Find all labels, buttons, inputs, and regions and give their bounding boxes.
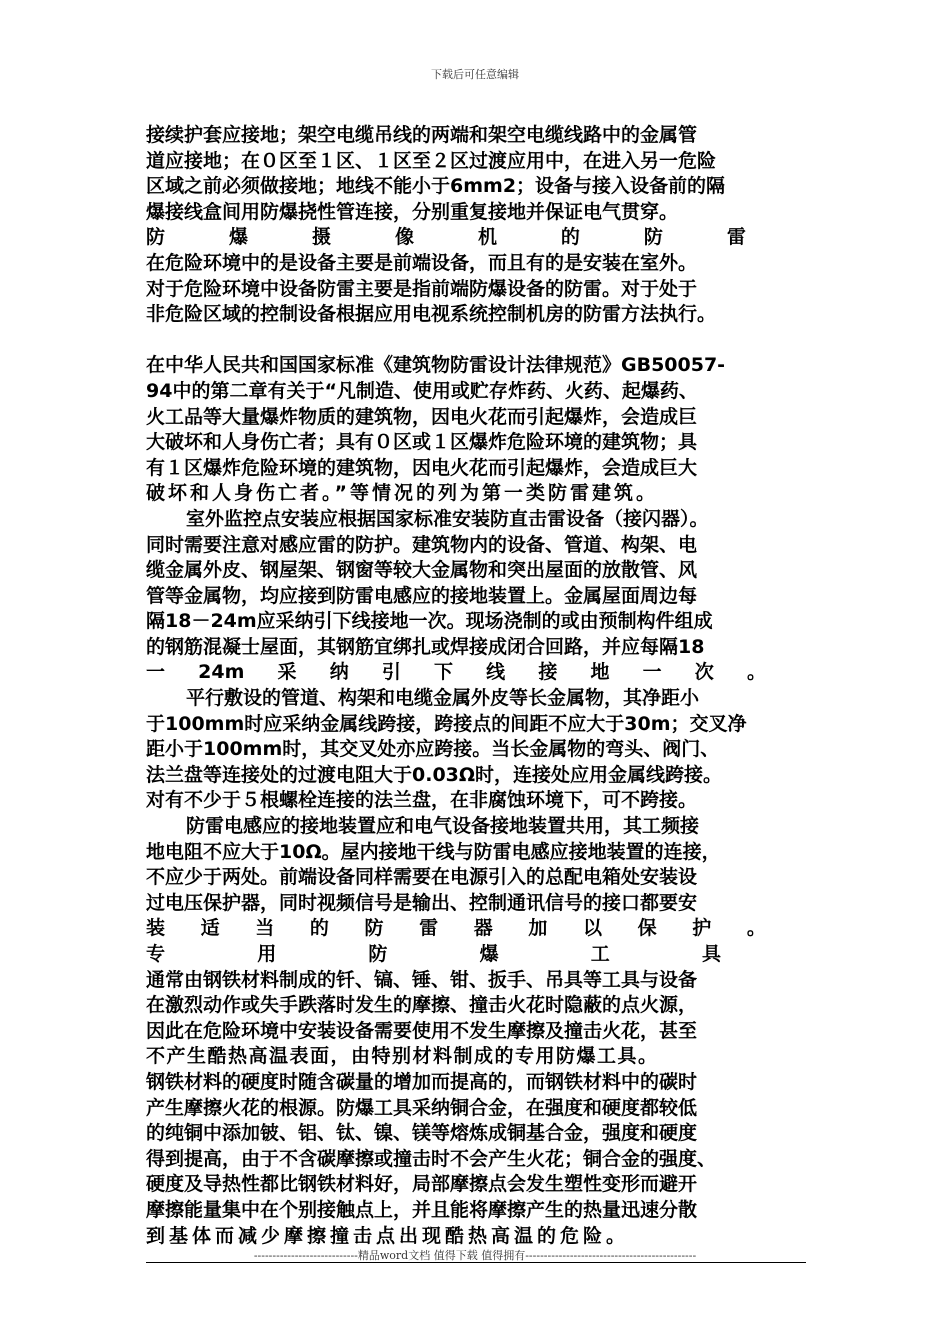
text-line: 破坏和人身伤亡者。”等情况的列为第一类防雷建筑。 — [146, 482, 658, 505]
text-line: 钢铁材料的硬度时随含碳量的增加而提高的，而钢铁材料中的碳时 — [146, 1070, 698, 1093]
spaced-char: 采 — [277, 661, 297, 684]
text-line: 同时需要注意对感应雷的防护。建筑物内的设备、管道、构架、电 — [146, 533, 698, 556]
heading-char: 具 — [701, 943, 721, 965]
spaced-char: 接 — [538, 661, 558, 684]
spaced-char: 下 — [434, 661, 454, 684]
text-line: 防雷电感应的接地装置应和电气设备接地装置共用，其工频接 — [186, 815, 700, 838]
heading-explosion-proof-camera-lightning — [146, 225, 746, 251]
text-line: 得到提高，由于不含碳摩擦或撞击时不会产生火花；铜合金的强度、 — [146, 1147, 717, 1170]
text-line: 大破坏和人身伤亡者；具有０区或１区爆炸危险环境的建筑物；具 — [146, 431, 698, 454]
heading-char: 防 — [146, 226, 166, 249]
spaced-char: 装 — [146, 917, 166, 940]
footer-divider — [146, 1262, 806, 1263]
heading-char: 像 — [394, 226, 414, 249]
heading-char: 雷 — [726, 226, 746, 249]
document-body — [146, 123, 818, 1249]
text-line: 通常由钢铁材料制成的钎、镐、锤、钳、扳手、吊具等工具与设备 — [146, 968, 698, 991]
text-line: 缆金属外皮、钢屋架、钢窗等较大金属物和突出屋面的放散管、风 — [146, 559, 698, 582]
spaced-char: 护 — [692, 917, 712, 940]
text-line: 道应接地；在０区至１区、１区至２区过渡应用中，在进入另一危险 — [146, 149, 717, 172]
spaced-char: 器 — [473, 917, 493, 940]
text-line: 的钢筋混凝士屋面，其钢筋宜绑扎或焊接成闭合回路，并应每隔18 — [146, 635, 705, 658]
spaced-char: 24m — [198, 661, 245, 684]
text-line: 爆接线盒间用防爆挠性管连接，分别重复接地并保证电气贯穿。 — [146, 200, 679, 223]
heading-char: 用 — [257, 943, 277, 965]
text-line: 94中的第二章有关于“凡制造、使用或贮存炸药、火药、起爆药、 — [146, 379, 698, 402]
spaced-char: 当 — [255, 917, 275, 940]
spaced-line-24m — [146, 660, 766, 686]
text-line: 因此在危险环境中安装设备需要使用不发生摩擦及撞击火花，甚至 — [146, 1019, 698, 1042]
text-line: 硬度及导热性都比钢铁材料好，局部摩擦点会发生塑性变形而避开 — [146, 1173, 698, 1196]
text-line: 隔18－24m应采纳引下线接地一次。现场浇制的或由预制构件组成 — [146, 610, 713, 633]
spaced-char: 地 — [590, 661, 610, 684]
blank-line — [146, 328, 818, 354]
spaced-char: 的 — [309, 917, 329, 940]
spaced-char: 防 — [364, 917, 384, 940]
page-footer: ----------------------------精品word文档 值得下载 值得拥有---------------------------------------------- — [253, 1249, 697, 1262]
text-line: 的纯铜中添加铍、铝、钛、镍、镁等熔炼成铜基合金，强度和硬度 — [146, 1122, 698, 1145]
spaced-char: 加 — [528, 917, 548, 940]
spaced-char: 。 — [746, 661, 766, 684]
heading-char: 的 — [560, 226, 580, 249]
text-line: 于100mm时应采纳金属线跨接，跨接点的间距不应大于30m；交叉净 — [146, 712, 747, 735]
text-line: 在危险环境中的是设备主要是前端设备，而且有的是安装在室外。 — [146, 251, 698, 274]
heading-char: 爆 — [479, 943, 499, 965]
heading-char: 防 — [368, 943, 388, 965]
text-line: 对有不少于５根螺栓连接的法兰盘，在非腐蚀环境下，可不跨接。 — [146, 789, 698, 812]
spaced-char: 一 — [642, 661, 662, 684]
text-line: 区域之前必须做接地；地线不能小于6mm2；设备与接入设备前的隔 — [146, 175, 726, 198]
page-header: 下载后可任意编辑 — [431, 68, 519, 81]
spaced-char: 以 — [583, 917, 603, 940]
heading-char: 防 — [643, 226, 663, 249]
spaced-char: 一 — [146, 661, 166, 684]
spaced-char: 线 — [486, 661, 506, 684]
text-line: 对于危险环境中设备防雷主要是指前端防爆设备的防雷。对于处于 — [146, 277, 698, 300]
text-line: 不产生酷热高温表面，由特别材料制成的专用防爆工具。 — [146, 1045, 659, 1068]
spaced-line-install — [146, 916, 766, 942]
text-line: 距小于100mm时，其交叉处亦应跨接。当长金属物的弯头、阀门、 — [146, 738, 720, 761]
heading-char: 爆 — [228, 226, 248, 249]
text-line: 地电阻不应大于10Ω。屋内接地干线与防雷电感应接地装置的连接， — [146, 840, 721, 863]
heading-char: 摄 — [311, 226, 331, 249]
text-line: 到基体而减少摩擦撞击点出现酷热高温的危险。 — [146, 1224, 630, 1247]
spaced-char: 纳 — [329, 661, 349, 684]
text-line: 不应少于两处。前端设备同样需要在电源引入的总配电箱处安装设 — [146, 866, 698, 889]
spaced-char: 次 — [694, 661, 714, 684]
text-line: 法兰盘等连接处的过渡电阻大于0.03Ω时，连接处应用金属线跨接。 — [146, 763, 723, 786]
heading-char: 工 — [590, 943, 610, 965]
spaced-char: 适 — [200, 917, 220, 940]
spaced-char: 保 — [637, 917, 657, 940]
text-line: 摩擦能量集中在个别接触点上，并且能将摩擦产生的热量迅速分散 — [146, 1198, 698, 1221]
text-line: 管等金属物，均应接到防雷电感应的接地装置上。金属屋面周边每 — [146, 584, 698, 607]
text-line: 在激烈动作或失手跌落时发生的摩擦、撞击火花时隐蔽的点火源， — [146, 994, 698, 1017]
text-line: 火工品等大量爆炸物质的建筑物，因电火花而引起爆炸，会造成巨 — [146, 405, 698, 428]
text-line: 过电压保护器，同时视频信号是输出、控制通讯信号的接口都要安 — [146, 891, 698, 914]
text-line: 室外监控点安装应根据国家标准安装防直击雷设备（接闪器）。 — [186, 507, 709, 530]
text-line: 在中华人民共和国国家标准《建筑物防雷设计法律规范》GB50057- — [146, 354, 726, 377]
heading-char: 机 — [477, 226, 497, 249]
spaced-char: 雷 — [419, 917, 439, 940]
text-line: 有１区爆炸危险环境的建筑物，因电火花而引起爆炸，会造成巨大 — [146, 456, 698, 479]
text-line: 平行敷设的管道、构架和电缆金属外皮等长金属物，其净距小 — [186, 687, 700, 710]
heading-special-explosion-proof-tools — [146, 942, 721, 968]
spaced-char: 引 — [381, 661, 401, 684]
text-line: 产生摩擦火花的根源。防爆工具采纳铜合金，在强度和硬度都较低 — [146, 1096, 698, 1119]
text-line: 接续护套应接地；架空电缆吊线的两端和架空电缆线路中的金属管 — [146, 124, 698, 146]
text-line: 非危险区域的控制设备根据应用电视系统控制机房的防雷方法执行。 — [146, 303, 717, 326]
heading-char: 专 — [146, 943, 166, 965]
spaced-char: 。 — [746, 917, 766, 940]
